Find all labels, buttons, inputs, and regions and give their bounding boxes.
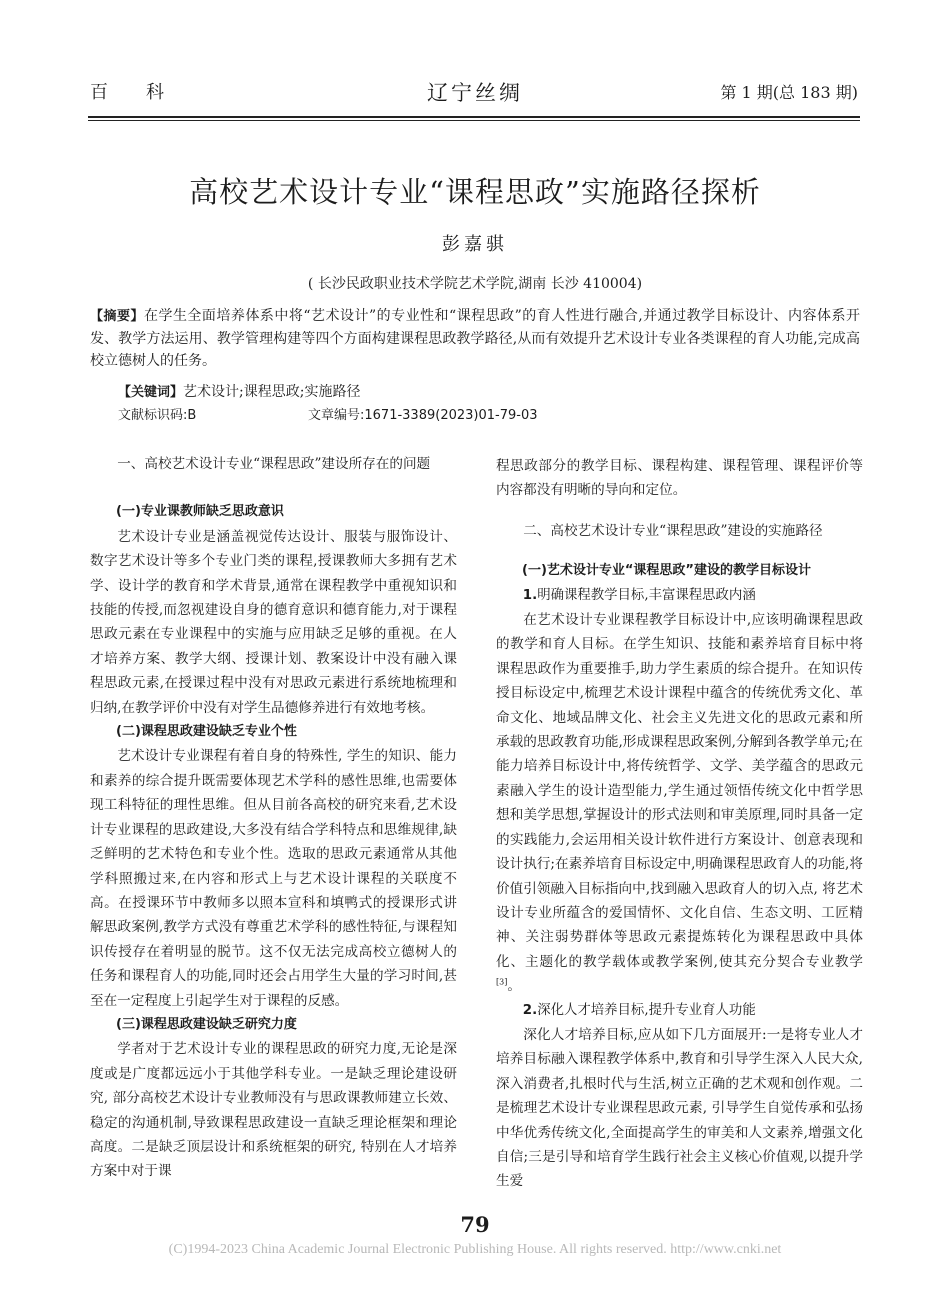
paragraph-text: 在艺术设计专业课程教学目标设计中,应该明确课程思政的教学和育人目标。在学生知识、技能和素养培育目标中将课程思政作为重要推手,助力学生素质的综合提升。在知识传授目标设定中,梳理艺术设计课程中蕴含的传统优秀文化、革命文化、地域品牌文化、社会主义先进文化的思政元素和所承载的思政教育功能,形成课程思政案例,分解到各教学单元;在能力培养目标设计中,将传统哲学、文学、美学蕴含的思政元素融入学生的设计造型能力,学生通过领悟传统文化中哲学思想和美学思想,掌握设计的形式法则和审美原理,同时具备一定的实践能力,会运用相关设计软件进行方案设计、创意表现和设计执行;在素养培育目标设定中,明确课程思政育人的功能,将价值引领融入目标指向中,找到融入思政育人的切入点, 将艺术设计专业所蕴含的爱国情怀、文化自信、生态文明、工匠精神、关注弱势群体等思政元素提炼转化为课程思政中具体化、主题化的教学载体或教学案例,使其充分契合专业教学: [496, 612, 863, 970]
abstract-label: 【摘要】: [90, 309, 144, 324]
issue-number: 第 1 期(总 183 期): [720, 83, 858, 102]
paragraph: 艺术设计专业课程有着自身的特殊性, 学生的知识、能力和素养的综合提升既需要体现艺术学科的感性思维,也需要体现工科特征的理性思维。但从目前各高校的研究来看,艺术设计专业课程的思政建设,大多没有结合学科特点和思维规律,缺乏鲜明的艺术特色和专业个性。选取的思政元素通常从其他学科照搬过来,在内容和形式上与艺术设计课程的关联度不高。在授课环节中教师多以照本宣科和填鸭式的授课形式讲解思政案例,教学方式没有尊重艺术学科的感性特征,与课程知识传授存在着明显的脱节。这不仅无法完成高校立德树人的任务和课程育人的功能,同时还会占用学生大量的学习时间,甚至在一定程度上引起学生对于课程的反感。: [90, 748, 457, 1009]
section-heading: 二、高校艺术设计专业“课程思政”建设的实施路径: [523, 522, 823, 539]
item-heading-text: 深化人才培养目标,提升专业育人功能: [537, 1002, 756, 1018]
author-affiliation: ( 长沙民政职业技术学院艺术学院,湖南 长沙 410004): [307, 276, 643, 292]
article-no-label: 文章编号:: [308, 408, 365, 423]
subsection-heading: (二)课程思政建设缺乏专业个性: [116, 724, 297, 740]
item-heading-text: 明确课程教学目标,丰富课程思政内涵: [537, 587, 756, 603]
paragraph: 学者对于艺术设计专业的课程思政的研究力度,无论是深度或是广度都远远小于其他学科专业。一是缺乏理论建设研究, 部分高校艺术设计专业教师没有与思政课教师建立长效、稳定的沟通机制,导致课程思政建设一直缺乏理论框架和理论高度。二是缺乏顶层设计和系统框架的研究, 特别在人才培养方案中对于课: [90, 1041, 457, 1180]
keywords-label: 【关键词】: [118, 385, 184, 400]
subsection-heading: (三)课程思政建设缺乏研究力度: [116, 1016, 297, 1032]
copyright-footer: (C)1994-2023 China Academic Journal Electronic Publishing House. All rights reserved. http://www.cnki.net: [168, 1242, 782, 1257]
left-column: [90, 452, 457, 1184]
right-column: [496, 454, 863, 1194]
citation-ref: [3]: [496, 977, 508, 987]
subsection-heading: (一)专业课教师缺乏思政意识: [116, 504, 284, 520]
author-name: 彭嘉骐: [442, 234, 508, 255]
paragraph: [496, 608, 863, 999]
subsection-heading: (一)艺术设计专业“课程思政”建设的教学目标设计: [522, 563, 811, 579]
abstract-text: 在学生全面培养体系中将“艺术设计”的专业性和“课程思政”的育人性进行融合,并通过教学目标设计、内容体系开发、教学方法运用、教学管理构建等四个方面构建课程思政教学路径,从而有效提升艺术设计专业各类课程的育人功能,完成高校立德树人的任务。: [90, 308, 860, 369]
item-number: 2.: [522, 1002, 538, 1018]
doc-code: B: [187, 408, 197, 423]
keywords-text: 艺术设计;课程思政;实施路径: [183, 384, 361, 400]
page-number: 79: [460, 1212, 490, 1237]
item-heading: [496, 999, 863, 1023]
article-title: 高校艺术设计专业“课程思政”实施路径探析: [189, 175, 761, 209]
abstract: [90, 305, 860, 372]
running-header-section: 百科: [90, 82, 202, 103]
item-number: 1.: [522, 587, 538, 603]
keywords: [118, 381, 888, 404]
doc-code-label: 文献标识码:: [118, 408, 188, 423]
paragraph: 程思政部分的教学目标、课程构建、课程管理、课程评价等内容都没有明晰的导向和定位。: [496, 458, 863, 499]
section-heading: 一、高校艺术设计专业“课程思政”建设所存在的问题: [117, 456, 431, 472]
paragraph-end: 。: [507, 978, 521, 995]
article-meta: [118, 405, 888, 427]
item-heading: [496, 584, 863, 608]
header-rule: [88, 116, 860, 121]
paragraph: 深化人才培养目标,应从如下几方面展开:一是将专业人才培养目标融入课程教学体系中,教育和引导学生深入人民大众,深入消费者,扎根时代与生活,树立正确的艺术观和创作观。二是梳理艺术设计专业课程思政元素, 引导学生自觉传承和弘扬中华优秀传统文化,全面提高学生的审美和人文素养,增强文化自信;三是引导和培育学生践行社会主义核心价值观,以提升学生爱: [496, 1026, 863, 1190]
article-no: 1671-3389(2023)01-79-03: [364, 408, 538, 423]
paragraph: 艺术设计专业是涵盖视觉传达设计、服装与服饰设计、数字艺术设计等多个专业门类的课程,授课教师大多拥有艺术学、设计学的教育和学术背景,通常在课程教学中重视知识和技能的传授,而忽视建设自身的德育意识和德育能力,对于课程思政元素在专业课程中的实施与应用缺乏足够的重视。在人才培养方案、教学大纲、授课计划、教案设计中没有融入课程思政元素,在授课过程中没有对思政元素进行系统地梳理和归纳,在教学评价中没有对学生品德修养进行有效地考核。: [90, 528, 457, 716]
journal-name: 辽宁丝绸: [427, 81, 523, 105]
